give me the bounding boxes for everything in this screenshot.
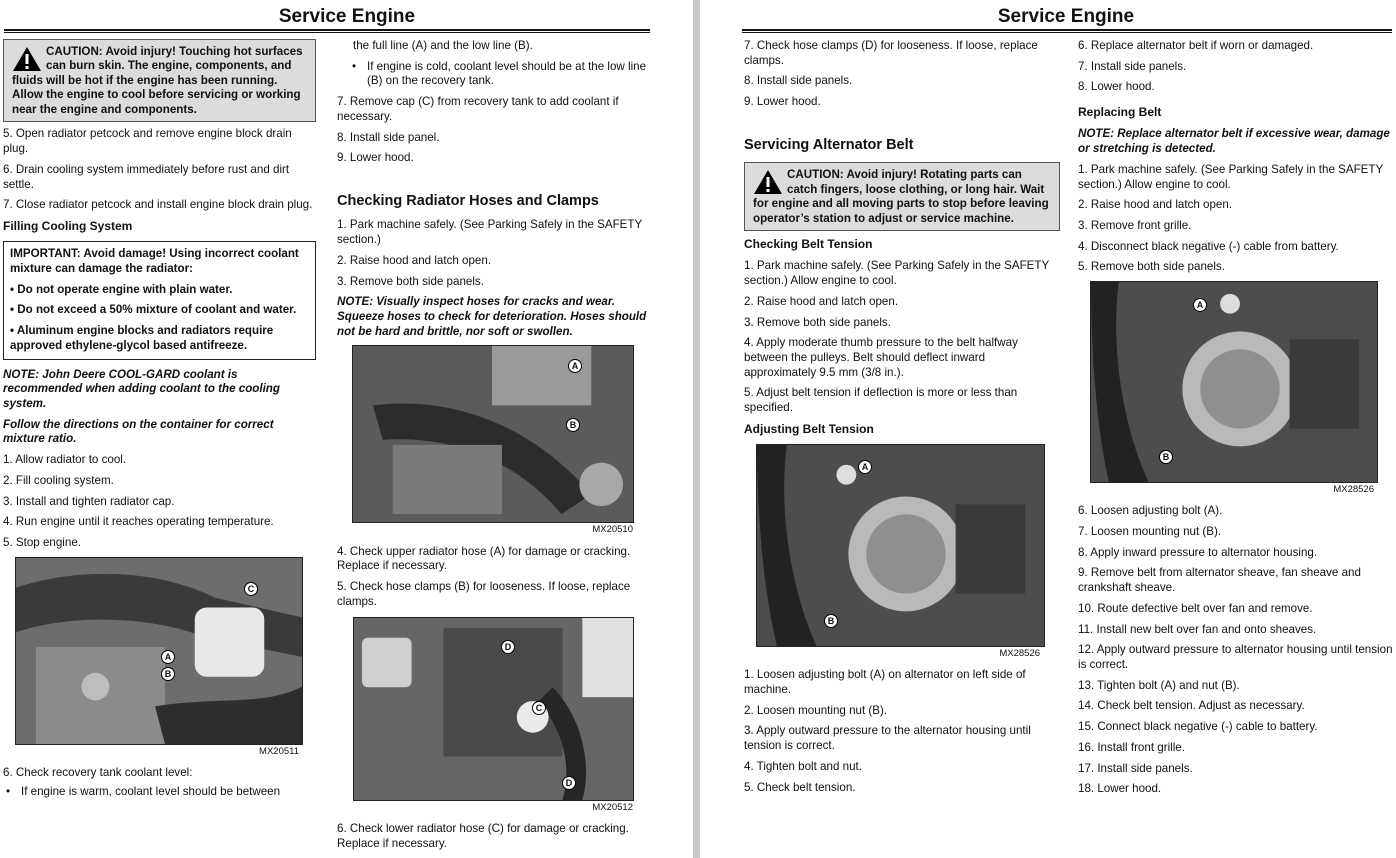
step-text: 5. Adjust belt tension if deflection is more or less than specified.	[744, 386, 1018, 415]
step-text: 6. Check recovery tank coolant level:	[3, 765, 193, 779]
step-text: 2. Fill cooling system.	[3, 473, 114, 487]
right-column-1	[744, 39, 1060, 801]
step-text: 3. Install and tighten radiator cap.	[3, 494, 175, 508]
step-text: 13. Tighten bolt (A) and nut (B).	[1078, 678, 1240, 692]
step-text: 1. Loosen adjusting bolt (A) on alternator on left side of machine.	[744, 668, 1026, 696]
figure-radiator-hose-photo	[352, 345, 634, 523]
step-text: 3. Apply outward pressure to the alternator housing until tension is correct.	[744, 724, 1031, 753]
step-text: 5. Stop engine.	[3, 536, 81, 550]
step-text: 2. Raise hood and latch open.	[744, 294, 899, 308]
engine-photo-art	[353, 346, 633, 522]
step-text: 1. Park machine safely. (See Parking Safely in the SAFETY section.)	[337, 218, 643, 247]
step-text: 8. Install side panels.	[744, 74, 853, 88]
figure-caption: MX20512	[592, 802, 633, 814]
step-text: 12. Apply outward pressure to alternator housing until tension is correct.	[1078, 643, 1393, 671]
step-text: 6. Replace alternator belt if worn or damaged.	[1078, 39, 1314, 52]
heading-replacing-belt: Replacing Belt	[1078, 105, 1162, 120]
caution-text: CAUTION: Avoid injury! Touching hot surfaces can burn skin. The engine, components, and fluids will be hot if the engine has been running. Allow the engine to cool before servicing or working near the engine and components.	[12, 45, 303, 116]
callout-d: D	[562, 776, 576, 790]
callout-a: A	[1193, 298, 1207, 312]
step-text: 5. Check hose clamps (B) for looseness. If loose, replace clamps.	[337, 579, 631, 608]
step-text: 7. Install side panels.	[1078, 59, 1187, 73]
step-text: 9. Remove belt from alternator sheave, fan sheave and crankshaft sheave.	[1078, 566, 1361, 595]
callout-a: A	[568, 359, 582, 373]
note-text: NOTE: Replace alternator belt if excessive wear, damage or stretching is detected.	[1078, 127, 1390, 156]
step-text: 9. Lower hood.	[744, 95, 821, 109]
step-text: 4. Apply moderate thumb pressure to the belt halfway between the pulleys. Belt should deflect inward approximately 9.5 mm (3/8 in.).	[744, 336, 1018, 379]
step-text: 4. Tighten bolt and nut.	[744, 759, 862, 773]
figure-lower-hose-photo	[353, 617, 634, 801]
warning-icon	[12, 46, 42, 72]
warning-icon	[753, 169, 783, 195]
callout-b: B	[1159, 450, 1173, 464]
step-text: 3. Remove both side panels.	[337, 274, 484, 288]
step-text: 15. Connect black negative (-) cable to battery.	[1078, 720, 1318, 734]
step-text: 2. Loosen mounting nut (B).	[744, 703, 888, 717]
important-box	[3, 241, 316, 359]
right-column-2	[1078, 39, 1393, 803]
page-title-left: Service Engine	[278, 6, 416, 27]
step-text: 4. Disconnect black negative (-) cable from battery.	[1078, 239, 1339, 253]
figure-caption: MX20510	[592, 524, 633, 536]
important-text: • Do not operate engine with plain water.	[10, 282, 233, 296]
callout-b: B	[824, 614, 838, 628]
callout-d: D	[501, 640, 515, 654]
step-text: 8. Lower hood.	[1078, 80, 1155, 94]
step-text: 5. Check belt tension.	[744, 780, 856, 794]
continued-text: the full line (A) and the low line (B).	[353, 39, 533, 52]
step-text: 10. Route defective belt over fan and remove.	[1078, 601, 1313, 615]
figure-recovery-tank-photo	[15, 557, 303, 745]
bullet-text: • If engine is warm, coolant level should be between	[3, 785, 316, 800]
figure-caption: MX28526	[999, 648, 1040, 660]
left-page	[0, 0, 694, 858]
figure-caption: MX20511	[259, 745, 299, 757]
step-text: 7. Remove cap (C) from recovery tank to add coolant if necessary.	[337, 95, 619, 123]
note-text: Follow the directions on the container for correct mixture ratio.	[3, 417, 274, 446]
step-text: 5. Remove both side panels.	[1078, 260, 1225, 274]
step-text: 4. Run engine until it reaches operating temperature.	[3, 515, 274, 529]
step-text: 9. Lower hood.	[337, 151, 414, 165]
figure-alternator-photo-2	[1090, 281, 1378, 483]
step-text: 8. Install side panel.	[337, 130, 440, 144]
callout-c: C	[532, 701, 546, 715]
callout-c: C	[244, 582, 258, 596]
callout-a: A	[161, 650, 175, 664]
step-text: 7. Loosen mounting nut (B).	[1078, 524, 1222, 538]
engine-photo-art	[354, 618, 633, 800]
step-text: 6. Check lower radiator hose (C) for damage or cracking. Replace if necessary.	[337, 822, 629, 851]
step-text: 1. Allow radiator to cool.	[3, 453, 127, 467]
caution-text: CAUTION: Avoid injury! Rotating parts can catch fingers, loose clothing, or long hair. Wait for engine and all moving parts to stop before leaving operator’s station to adjust or service machine.	[753, 168, 1049, 225]
step-text: 3. Remove front grille.	[1078, 218, 1192, 232]
alternator-photo-art	[757, 445, 1044, 646]
heading-filling-cooling-system: Filling Cooling System	[3, 219, 133, 234]
caution-box-hot-surfaces	[3, 39, 316, 122]
step-text: 11. Install new belt over fan and onto sheaves.	[1078, 622, 1317, 636]
page-divider	[693, 0, 700, 858]
bullet-text: • If engine is cold, coolant level should be at the low line (B) on the recovery tank.	[349, 60, 649, 89]
left-column-2	[337, 39, 649, 858]
heading-radiator-hoses: Checking Radiator Hoses and Clamps	[337, 193, 599, 210]
heading-checking-belt-tension: Checking Belt Tension	[744, 237, 873, 252]
step-text: 17. Install side panels.	[1078, 761, 1193, 775]
note-text: NOTE: Visually inspect hoses for cracks and wear. Squeeze hoses to check for deterioration. Hoses should not be hard and brittle, nor soft or swollen.	[337, 295, 647, 338]
callout-b: B	[161, 667, 175, 681]
step-text: 1. Park machine safely. (See Parking Safely in the SAFETY section.) Allow engine to cool.	[1078, 162, 1384, 191]
caution-box-rotating-parts	[744, 162, 1060, 231]
callout-b: B	[566, 418, 580, 432]
step-text: 3. Remove both side panels.	[744, 315, 891, 329]
step-text: 5. Open radiator petcock and remove engine block drain plug.	[3, 127, 292, 156]
step-text: 6. Loosen adjusting bolt (A).	[1078, 504, 1223, 518]
step-text: 6. Drain cooling system immediately before rust and dirt settle.	[3, 162, 290, 191]
step-text: 1. Park machine safely. (See Parking Safely in the SAFETY section.) Allow engine to cool.	[744, 259, 1050, 288]
step-text: 7. Check hose clamps (D) for looseness. If loose, replace clamps.	[744, 39, 1038, 67]
callout-a: A	[858, 460, 872, 474]
important-text: • Aluminum engine blocks and radiators require approved ethylene-glycol based antifreeze.	[10, 324, 274, 352]
step-text: 8. Apply inward pressure to alternator housing.	[1078, 545, 1318, 559]
engine-photo-art	[16, 558, 302, 744]
step-text: 16. Install front grille.	[1078, 740, 1185, 754]
title-rule-right	[742, 29, 1392, 33]
alternator-photo-art	[1091, 282, 1377, 482]
step-text: 7. Close radiator petcock and install engine block drain plug.	[3, 198, 313, 212]
title-rule-left	[4, 29, 650, 33]
step-text: 2. Raise hood and latch open.	[337, 253, 492, 267]
note-text: NOTE: John Deere COOL-GARD coolant is recommended when adding coolant to the cooling system.	[3, 367, 280, 410]
figure-alternator-photo	[756, 444, 1045, 647]
right-page	[702, 0, 1396, 858]
step-text: 18. Lower hood.	[1078, 782, 1162, 796]
heading-servicing-alternator-belt: Servicing Alternator Belt	[744, 136, 914, 153]
step-text: 4. Check upper radiator hose (A) for damage or cracking. Replace if necessary.	[337, 544, 631, 573]
step-text: 2. Raise hood and latch open.	[1078, 198, 1233, 212]
important-text: • Do not exceed a 50% mixture of coolant and water.	[10, 303, 297, 317]
step-text: 14. Check belt tension. Adjust as necessary.	[1078, 699, 1305, 713]
figure-caption: MX28526	[1333, 484, 1374, 496]
important-text: IMPORTANT: Avoid damage! Using incorrect coolant mixture can damage the radiator:	[10, 247, 299, 275]
heading-adjusting-belt-tension: Adjusting Belt Tension	[744, 421, 874, 436]
page-title-right: Service Engine	[997, 6, 1135, 27]
left-column-1	[3, 39, 316, 805]
